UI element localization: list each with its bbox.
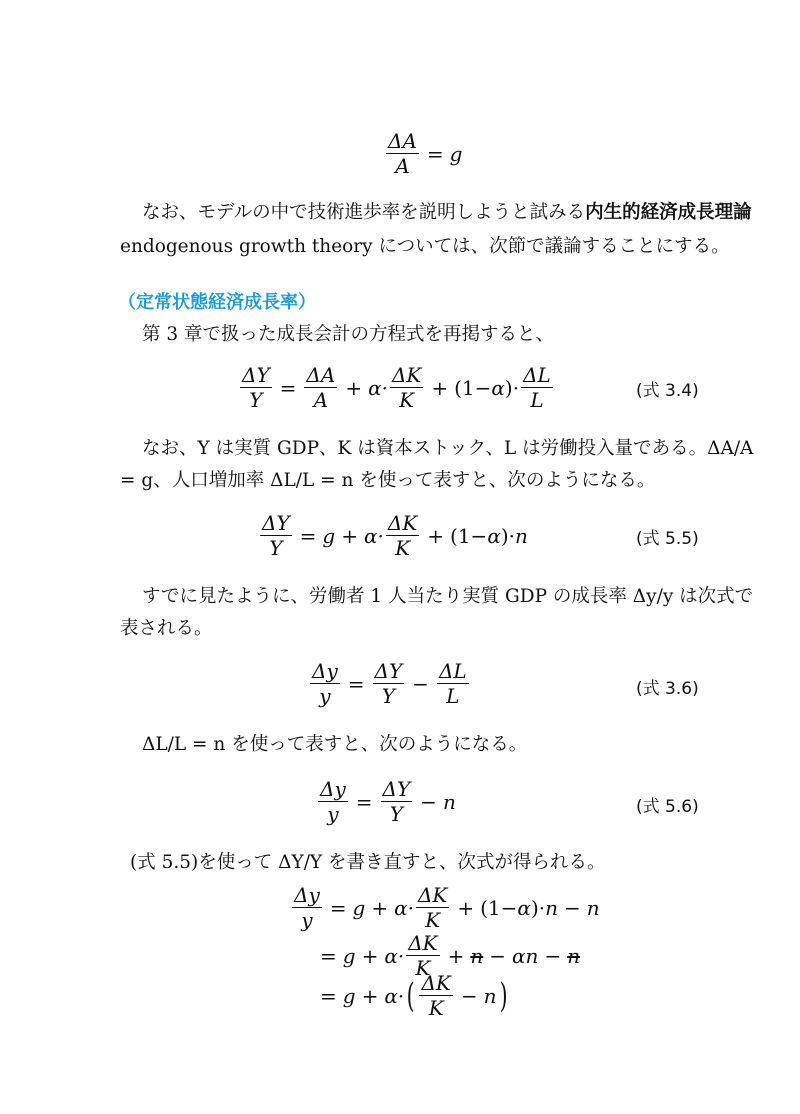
equation-tag-5-5: (式 5.5) bbox=[636, 529, 699, 549]
equation-3-4: $\frac{\Delta Y}{Y}$ = $\frac{\Delta A}{A}$ + α· $\frac{\Delta K}{K}$ + (1− α )· $\frac{\Delta L}{L}$ bbox=[242, 363, 551, 412]
numerator: ΔA bbox=[388, 129, 417, 153]
paragraph-4-line-2: 表される。 bbox=[120, 618, 213, 639]
paragraph-1 bbox=[120, 196, 752, 230]
equation-5-6: $\frac{\Delta y}{y}$ = $\frac{\Delta Y}{Y}$ − n bbox=[320, 777, 456, 826]
para1-line1: なお、モデルの中で技術進歩率を説明しようと試みる bbox=[142, 202, 586, 223]
derivation-line-1: $\frac{\Delta y}{y}$ = g + α· $\frac{\Delta K}{K}$ + (1− α )· n − n bbox=[294, 883, 600, 932]
rhs: g bbox=[449, 141, 463, 166]
equation-3-6: $\frac{\Delta y}{y}$ = $\frac{\Delta Y}{Y}$ − $\frac{\Delta L}{L}$ bbox=[312, 659, 467, 708]
equation-top bbox=[384, 130, 462, 177]
para1-bold-term: 内生的経済成長理論 bbox=[585, 202, 752, 223]
equation-tag-3-4: (式 3.4) bbox=[636, 381, 699, 401]
derivation-line-2: = g + α· $\frac{\Delta K}{K}$ + n − αn − n bbox=[320, 931, 581, 980]
paragraph-3-line-2: = g、人口増加率 ΔL/L = n を使って表すと、次のようになる。 bbox=[120, 470, 656, 491]
fraction bbox=[386, 130, 419, 177]
paragraph-3: なお、Y は実質 GDP、K は資本ストック、L は労働投入量である。ΔA/A bbox=[142, 438, 754, 459]
paragraph-2: 第 3 章で扱った成長会計の方程式を再掲すると、 bbox=[142, 324, 555, 345]
equation-tag-5-6: (式 5.6) bbox=[636, 797, 699, 817]
denominator: A bbox=[395, 154, 410, 178]
equals-sign: = bbox=[426, 141, 444, 166]
paragraph-1-line-2: endogenous growth theory については、次節で議論することにする。 bbox=[120, 236, 730, 257]
derivation-line-3: = g + α· ( $\frac{\Delta K}{K}$ − n ) bbox=[320, 971, 508, 1020]
paragraph-4: すでに見たように、労働者 1 人当たり実質 GDP の成長率 Δy/y は次式で bbox=[142, 586, 754, 607]
paragraph-6: (式 5.5)を使って ΔY/Y を書き直すと、次式が得られる。 bbox=[130, 852, 606, 873]
equation-tag-3-6: (式 3.6) bbox=[636, 679, 699, 699]
paragraph-5: ΔL/L = n を使って表すと、次のようになる。 bbox=[142, 734, 528, 755]
section-heading: （定常状態経済成長率） bbox=[118, 292, 316, 313]
equation-5-5: $\frac{\Delta Y}{Y}$ = g + α· $\frac{\Delta K}{K}$ + (1− α )· n bbox=[262, 511, 528, 560]
